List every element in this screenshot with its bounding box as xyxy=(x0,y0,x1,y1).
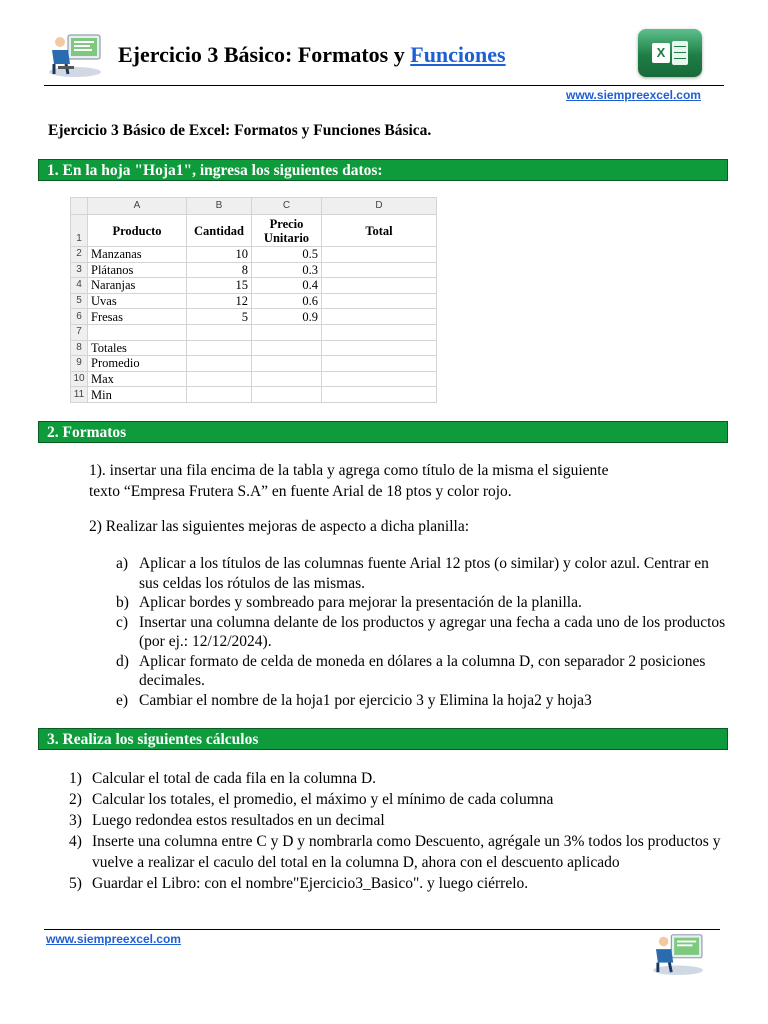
table-cell xyxy=(322,293,437,309)
table-cell: Plátanos xyxy=(88,262,187,278)
list-item xyxy=(116,613,726,652)
formatting-list xyxy=(116,554,726,710)
header-divider xyxy=(44,85,724,86)
list-marker: 1) xyxy=(69,770,82,787)
table-cell: 0.6 xyxy=(252,293,322,309)
table-cell xyxy=(187,324,252,340)
column-letter: A xyxy=(88,198,187,215)
list-item-text: Guardar el Libro: con el nombre"Ejercicio3_Basico". y luego ciérrelo. xyxy=(92,875,529,892)
table-cell: Fresas xyxy=(88,309,187,325)
excel-icon: X xyxy=(638,29,702,77)
table-cell: Totales xyxy=(88,340,187,356)
table-cell: Manzanas xyxy=(88,247,187,263)
list-item-text: Inserte una columna entre C y D y nombrarla como Descuento, agrégale un 3% todos los productos y vuelve a realizar el caculo del total en la columna D, ahora con el descuento aplicado xyxy=(92,833,721,871)
table-cell xyxy=(252,371,322,387)
table-cell: Min xyxy=(88,387,187,403)
intro-heading: Ejercicio 3 Básico de Excel: Formatos y Funciones Básica. xyxy=(48,122,432,139)
table-row xyxy=(71,278,437,294)
table-cell: Promedio xyxy=(88,356,187,372)
paragraph-1-line-1: 1). insertar una fila encima de la tabla y agrega como título de la misma el siguiente xyxy=(89,462,609,479)
table-cell xyxy=(88,324,187,340)
row-number: 4 xyxy=(71,278,88,294)
list-item xyxy=(69,810,729,831)
list-marker: a) xyxy=(116,555,129,572)
table-row xyxy=(71,371,437,387)
table-row xyxy=(71,293,437,309)
table-cell: Max xyxy=(88,371,187,387)
list-item-text: Calcular el total de cada fila en la columna D. xyxy=(92,770,377,787)
list-item-text: Calcular los totales, el promedio, el máximo y el mínimo de cada columna xyxy=(92,791,554,808)
list-item-text: Aplicar bordes y sombreado para mejorar la presentación de la planilla. xyxy=(139,594,582,611)
table-cell: 5 xyxy=(187,309,252,325)
column-letter: D xyxy=(322,198,437,215)
list-item xyxy=(116,593,726,613)
table-cell xyxy=(322,247,437,263)
list-item-text: Aplicar a los títulos de las columnas fuente Arial 12 ptos (o similar) y color azul. Centrar en sus celdas los rótulos de las mismas. xyxy=(139,555,709,592)
list-marker: 5) xyxy=(69,875,82,892)
table-row xyxy=(71,247,437,263)
table-cell xyxy=(322,324,437,340)
table-row xyxy=(71,309,437,325)
list-marker: 4) xyxy=(69,833,82,850)
corner-cell xyxy=(71,198,88,215)
section-3-bar: 3. Realiza los siguientes cálculos xyxy=(38,728,728,750)
row-number: 10 xyxy=(71,371,88,387)
table-row xyxy=(71,262,437,278)
header-cell-precio-unitario: Precio Unitario xyxy=(252,215,322,247)
table-cell: 10 xyxy=(187,247,252,263)
footer-site-link[interactable]: www.siempreexcel.com xyxy=(46,932,181,946)
paragraph-2: 2) Realizar las siguientes mejoras de aspecto a dicha planilla: xyxy=(89,518,470,535)
table-cell: 0.3 xyxy=(252,262,322,278)
row-number: 11 xyxy=(71,387,88,403)
table-cell: 0.5 xyxy=(252,247,322,263)
table-row xyxy=(71,356,437,372)
table-cell: 0.4 xyxy=(252,278,322,294)
table-cell xyxy=(322,262,437,278)
row-number: 2 xyxy=(71,247,88,263)
table-cell xyxy=(322,278,437,294)
column-header-row xyxy=(71,198,437,215)
list-item-text: Aplicar formato de celda de moneda en dólares a la columna D, con separador 2 posiciones decimales. xyxy=(139,652,706,689)
page-title xyxy=(118,42,506,68)
calculations-list xyxy=(69,768,729,894)
list-marker: b) xyxy=(116,594,129,611)
column-letter: B xyxy=(187,198,252,215)
table-cell xyxy=(187,340,252,356)
logo-person-at-computer-icon xyxy=(46,30,104,78)
table-row xyxy=(71,387,437,403)
row-number: 9 xyxy=(71,356,88,372)
table-cell xyxy=(252,324,322,340)
table-row xyxy=(71,324,437,340)
table-cell xyxy=(252,356,322,372)
table-cell: Naranjas xyxy=(88,278,187,294)
row-number: 3 xyxy=(71,262,88,278)
list-item-text: Cambiar el nombre de la hoja1 por ejercicio 3 y Elimina la hoja2 y hoja3 xyxy=(139,691,592,709)
table-row xyxy=(71,340,437,356)
table-cell: 8 xyxy=(187,262,252,278)
table-cell xyxy=(187,387,252,403)
list-marker: c) xyxy=(116,613,129,631)
table-cell xyxy=(322,387,437,403)
header-site-link[interactable]: www.siempreexcel.com xyxy=(566,88,701,102)
column-letter: C xyxy=(252,198,322,215)
table-cell xyxy=(322,340,437,356)
page-title-text: Ejercicio 3 Básico: Formatos y xyxy=(118,42,411,67)
list-item xyxy=(116,691,726,711)
list-item xyxy=(69,831,729,873)
functions-link[interactable]: Funciones xyxy=(410,42,506,67)
section-2-bar: 2. Formatos xyxy=(38,421,728,443)
list-item-text: Luego redondea estos resultados en un decimal xyxy=(92,812,385,829)
table-cell xyxy=(322,309,437,325)
table-cell xyxy=(187,371,252,387)
footer-person-at-computer-icon xyxy=(648,930,708,976)
table-cell xyxy=(322,356,437,372)
list-item-text: Insertar una columna delante de los productos y agregar una fecha a cada uno de los productos (por ej.: 12/12/2024). xyxy=(139,613,726,650)
list-marker: 3) xyxy=(69,812,82,829)
row-number: 6 xyxy=(71,309,88,325)
row-number: 7 xyxy=(71,324,88,340)
section-1-bar: 1. En la hoja "Hoja1", ingresa los siguientes datos: xyxy=(38,159,728,181)
list-item xyxy=(116,652,726,691)
row-number: 8 xyxy=(71,340,88,356)
row-number: 5 xyxy=(71,293,88,309)
table-cell xyxy=(187,356,252,372)
list-marker: e) xyxy=(116,691,129,709)
row-number: 1 xyxy=(71,215,88,247)
list-item xyxy=(69,789,729,810)
spreadsheet-table xyxy=(70,197,437,403)
header-cell-cantidad: Cantidad xyxy=(187,215,252,247)
table-cell: Uvas xyxy=(88,293,187,309)
table-cell xyxy=(322,371,437,387)
footer-divider xyxy=(44,929,720,930)
list-item xyxy=(69,768,729,789)
table-cell: 0.9 xyxy=(252,309,322,325)
table-cell xyxy=(252,387,322,403)
header-cell-producto: Producto xyxy=(88,215,187,247)
paragraph-1-line-2: texto “Empresa Frutera S.A” en fuente Arial de 18 ptos y color rojo. xyxy=(89,483,512,500)
list-item xyxy=(116,554,726,593)
table-cell: 12 xyxy=(187,293,252,309)
table-header-row xyxy=(71,215,437,247)
list-marker: 2) xyxy=(69,791,82,808)
table-cell xyxy=(252,340,322,356)
list-marker: d) xyxy=(116,652,129,670)
table-cell: 15 xyxy=(187,278,252,294)
header-cell-total: Total xyxy=(322,215,437,247)
list-item xyxy=(69,873,729,894)
